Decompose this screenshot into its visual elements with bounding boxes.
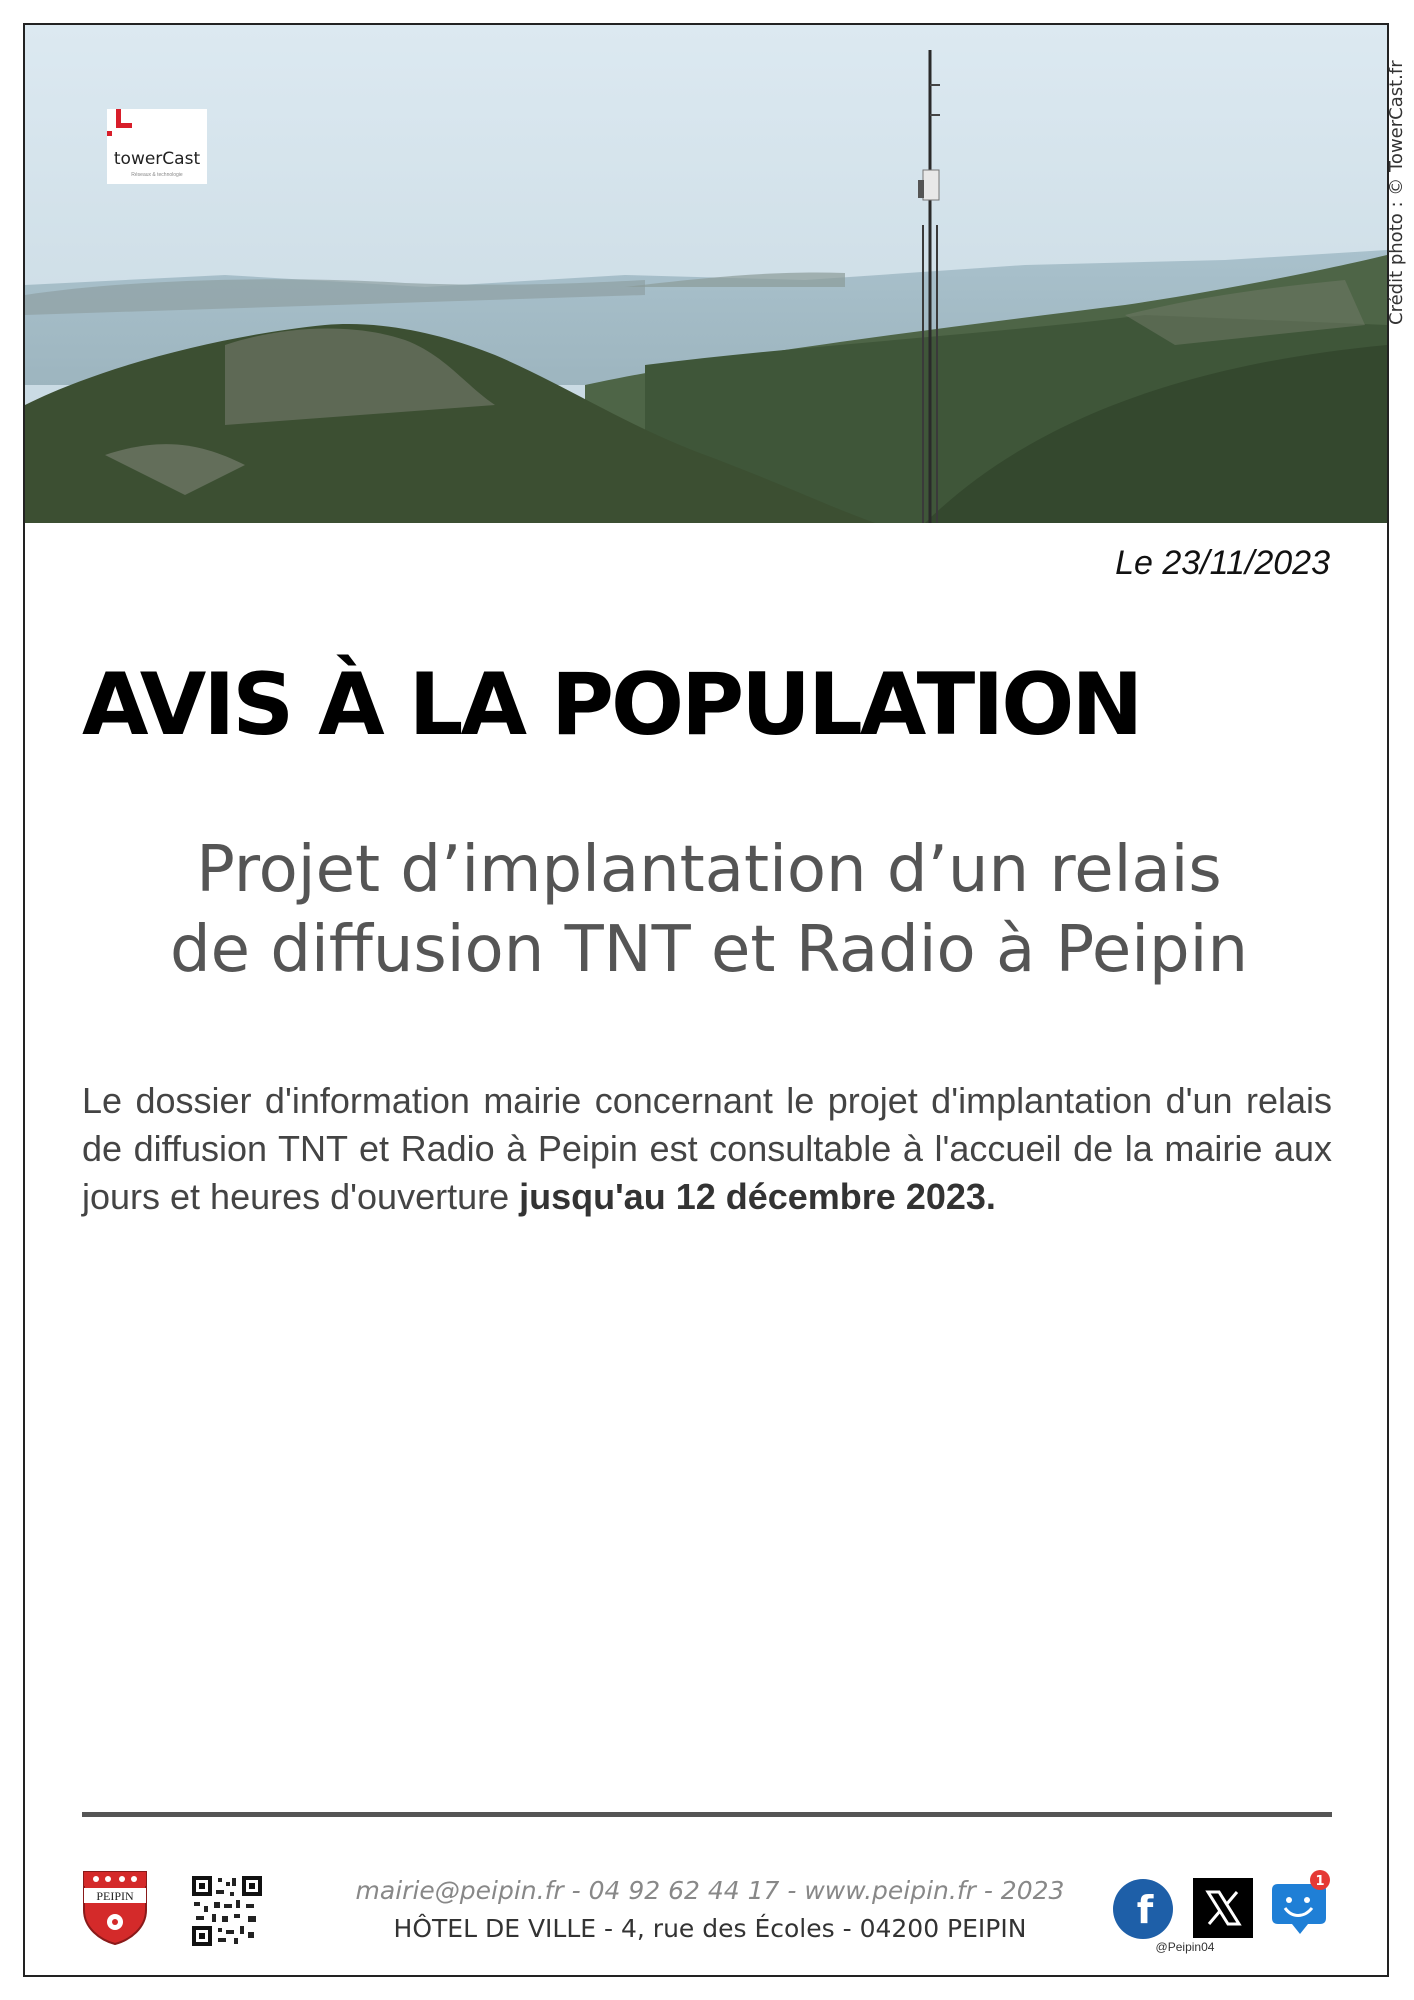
photo-credit: Crédit photo : © TowerCast.fr xyxy=(1386,60,1407,325)
notice-deadline: jusqu'au 12 décembre 2023. xyxy=(519,1176,996,1217)
page-title: AVIS À LA POPULATION xyxy=(82,655,1141,755)
x-icon[interactable] xyxy=(1193,1878,1253,1938)
document-date: Le 23/11/2023 xyxy=(1115,544,1330,582)
towercast-logo xyxy=(107,109,207,184)
landscape-illustration xyxy=(25,25,1387,523)
subtitle xyxy=(74,830,1344,990)
towercast-logo-icon xyxy=(107,109,133,141)
social-handle: @Peipin04 xyxy=(1155,1940,1215,1954)
peipin-crest-icon xyxy=(82,1870,148,1946)
qr-code-icon[interactable] xyxy=(192,1876,262,1946)
facebook-icon[interactable] xyxy=(1112,1878,1174,1940)
notification-count: 1 xyxy=(1315,1874,1325,1889)
footer-contact: mairie@peipin.fr - 04 92 62 44 17 - www.peipin.fr - 2023 xyxy=(355,1876,1065,1905)
notification-app-icon[interactable] xyxy=(1272,1866,1332,1946)
subtitle-line-2: de diffusion TNT et Radio à Peipin xyxy=(170,913,1248,987)
svg-text:f: f xyxy=(1136,1888,1154,1932)
crest-label: PEIPIN xyxy=(96,1889,134,1903)
logo-name: towerCast xyxy=(113,149,201,169)
subtitle-line-1: Projet d’implantation d’un relais xyxy=(196,833,1222,907)
hero-photo xyxy=(25,25,1407,523)
footer-address: HÔTEL DE VILLE - 4, rue des Écoles - 04200 PEIPIN xyxy=(393,1914,1027,1943)
logo-tagline: Réseaux & technologie xyxy=(131,172,183,178)
notice-body xyxy=(82,1077,1332,1221)
notice-body-text: Le dossier d'information mairie concernant le projet d'implantation d'un relais de diffusion TNT et Radio à Peipin est consultable à l'accueil de la mairie aux jours et heures d'ouverture xyxy=(82,1080,1332,1217)
footer-divider xyxy=(82,1812,1332,1817)
